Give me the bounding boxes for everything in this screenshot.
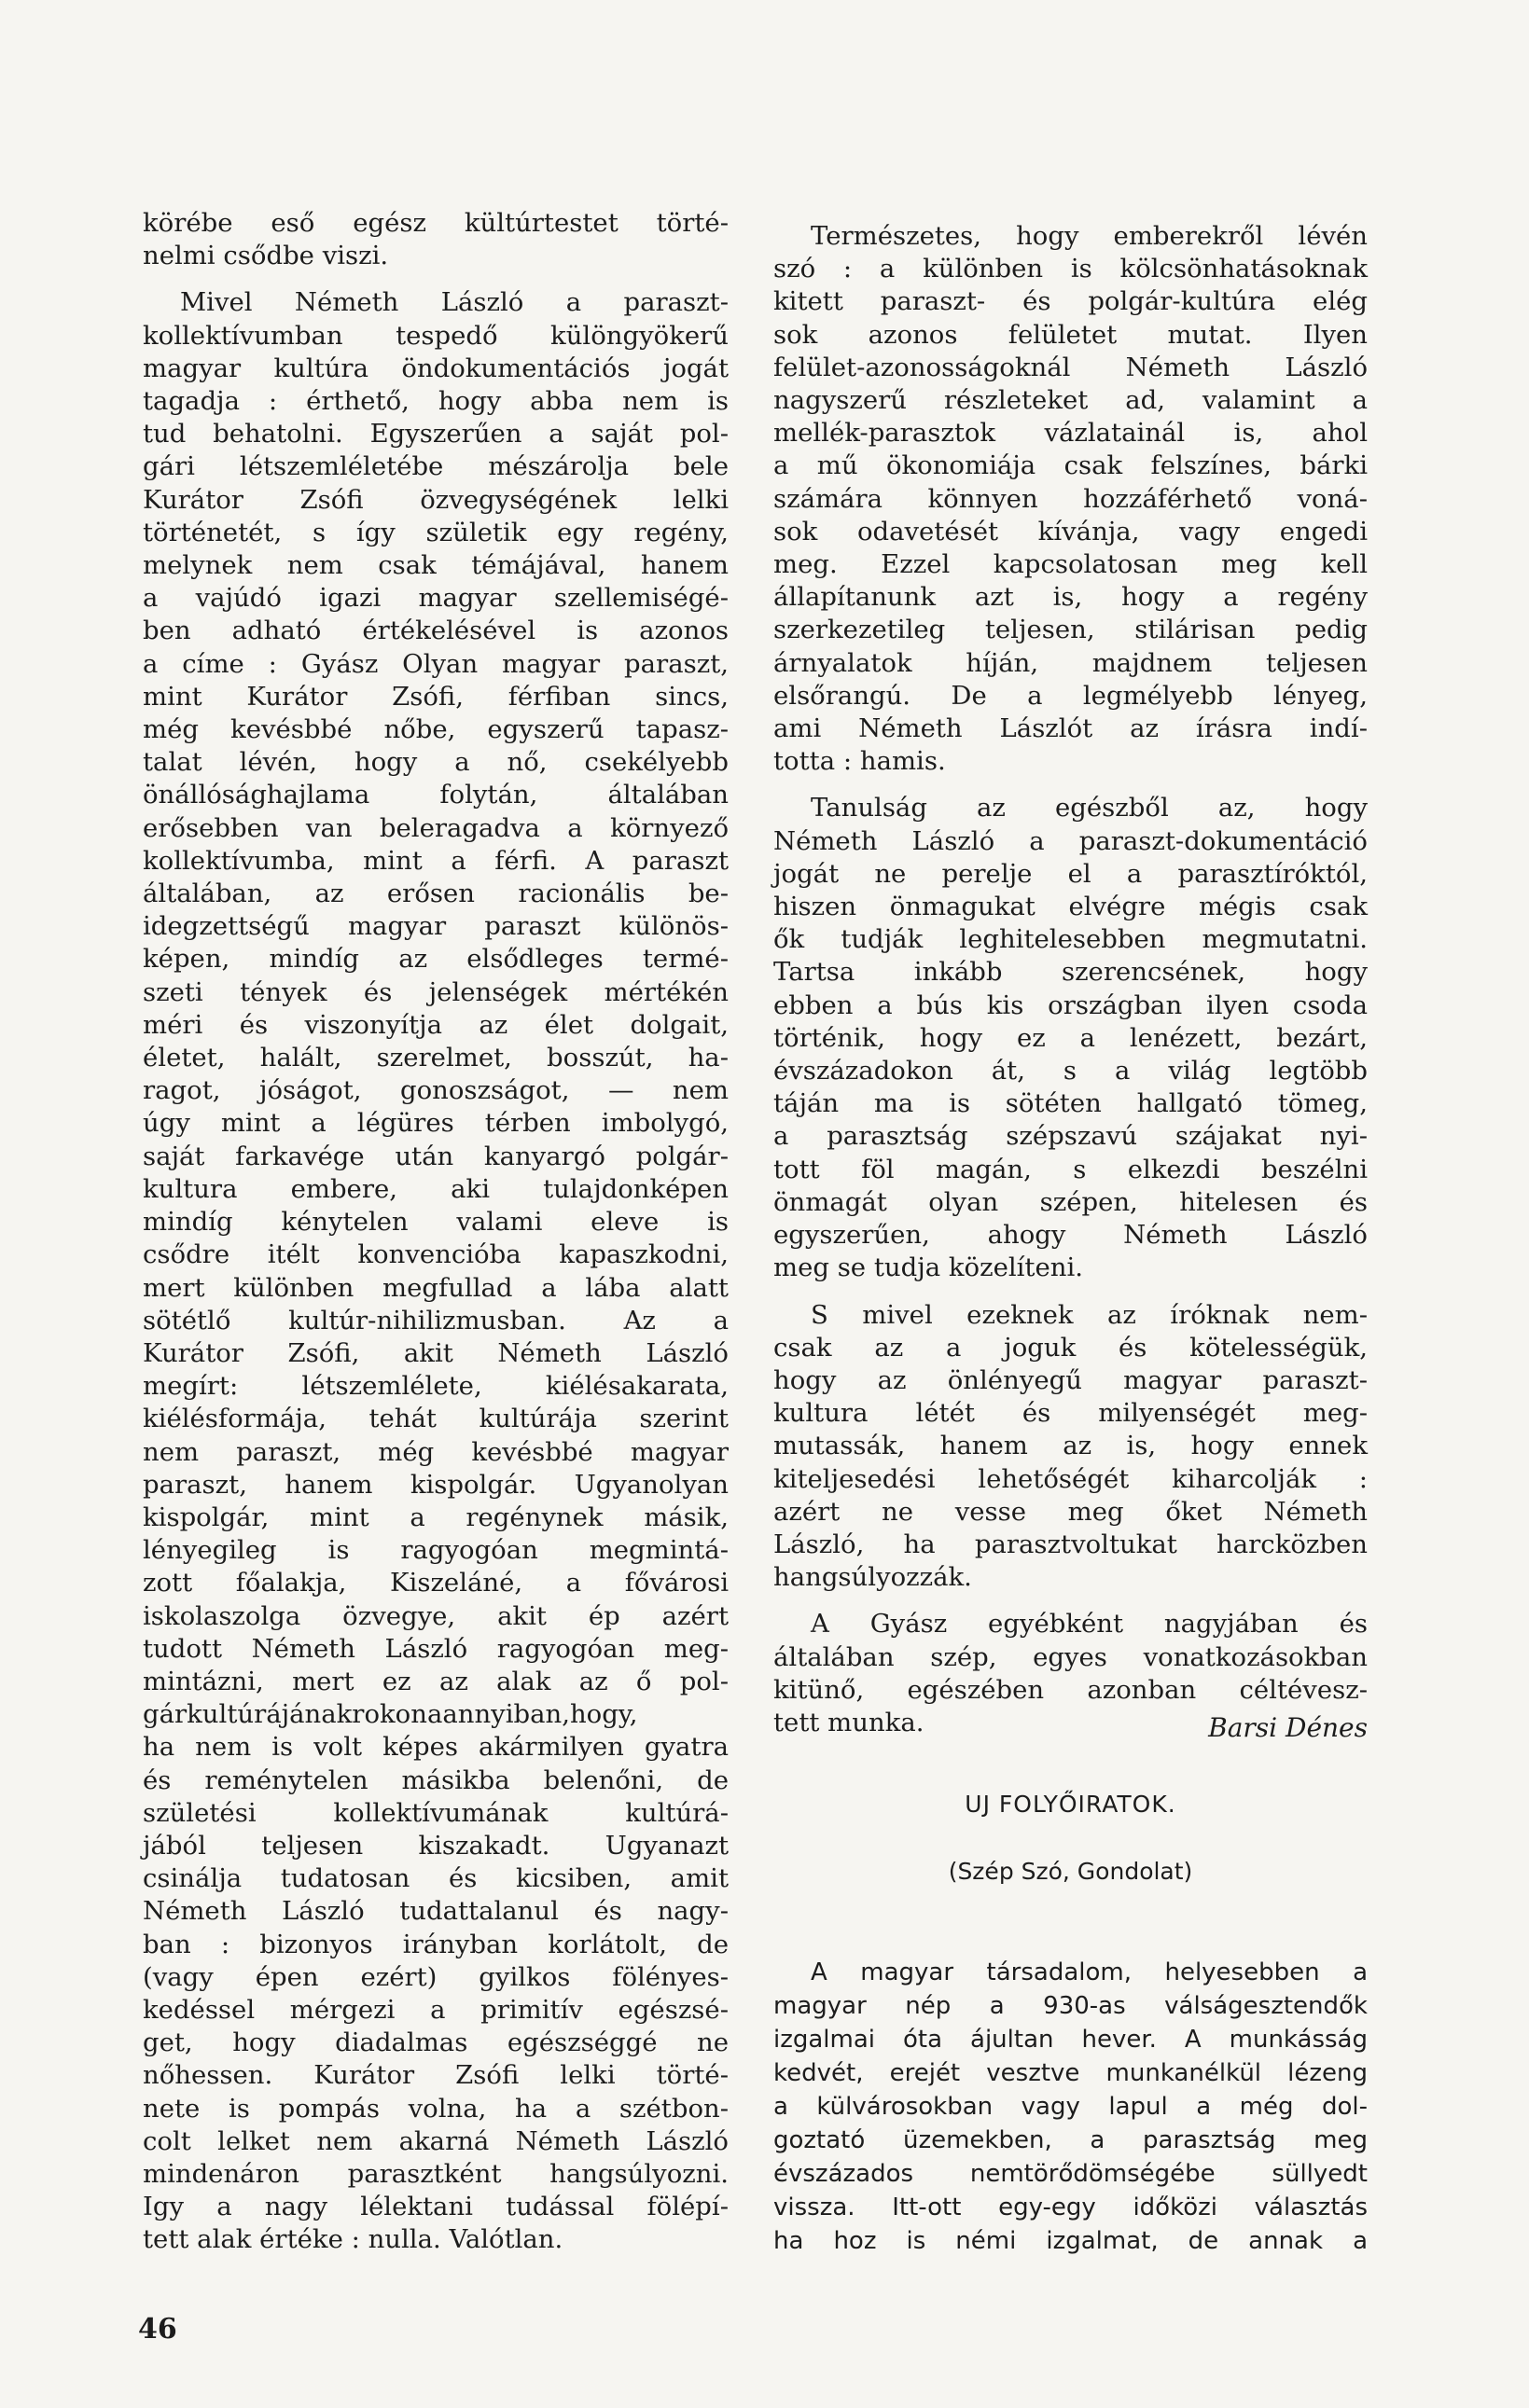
text-line: kollektívumba, mint a férfi. A paraszt bbox=[143, 845, 729, 876]
text-line: Igy a nagy lélektani tudással fölépí- bbox=[143, 2192, 729, 2222]
text-line: hiszen önmagukat elvégre mégis csak bbox=[773, 892, 1368, 922]
text-line: táján ma is sötéten hallgató tömeg, bbox=[773, 1088, 1368, 1119]
paragraph bbox=[773, 1956, 1368, 2258]
text-line: melynek nem csak témájával, hanem bbox=[143, 550, 729, 581]
text-line: ebben a bús kis országban ilyen csoda bbox=[773, 989, 1368, 1020]
text-line: kollektívumban tespedő különgyökerű bbox=[143, 320, 729, 351]
text-line: általában, az erősen racionális be- bbox=[143, 879, 729, 909]
text-line: mintázni, mert ez az alak az ő pol- bbox=[143, 1666, 729, 1696]
text-line: idegzettségű magyar paraszt különös- bbox=[143, 911, 729, 942]
text-line: colt lelket nem akarná Németh László bbox=[143, 2125, 729, 2156]
text-line: mint Kurátor Zsófi, férfiban sincs, bbox=[143, 681, 729, 712]
text-line: Tartsa inkább szerencsének, hogy bbox=[773, 957, 1368, 988]
text-line: hangsúlyozzák. bbox=[773, 1562, 972, 1593]
text-line: A Gyász egyébként nagyjában és bbox=[811, 1609, 1368, 1640]
text-line: kedvét, erejét vesztve munkanélkül lézeng bbox=[773, 2059, 1368, 2087]
text-line: mellék-parasztok vázlatainál is, ahol bbox=[773, 418, 1368, 449]
text-line: szerkezetileg teljesen, stilárisan pedig bbox=[773, 615, 1368, 645]
text-line: tudott Németh László ragyogóan meg- bbox=[143, 1633, 729, 1664]
text-line: ban : bizonyos irányban korlátolt, de bbox=[143, 1929, 729, 1959]
text-line: számára könnyen hozzáférhető voná- bbox=[773, 483, 1368, 514]
page-number: 46 bbox=[138, 2313, 177, 2346]
text-line: A magyar társadalom, helyesebben a bbox=[811, 1958, 1368, 1986]
text-line: meg se tudja közelíteni. bbox=[773, 1252, 1084, 1283]
text-line: jából teljesen kiszakadt. Ugyanazt bbox=[143, 1830, 729, 1861]
text-line: nőhessen. Kurátor Zsófi lelki törté- bbox=[143, 2060, 729, 2091]
text-line: László, ha parasztvoltukat harcközben bbox=[773, 1529, 1368, 1559]
text-line: ha hoz is némi izgalmat, de annak a bbox=[773, 2227, 1368, 2255]
text-line: sötétlő kultúr-nihilizmusban. Az a bbox=[143, 1305, 729, 1335]
text-line: kedéssel mérgezi a primitív egészsé- bbox=[143, 1994, 729, 2025]
text-line: sok odavetését kívánja, vagy engedi bbox=[773, 516, 1368, 547]
text-line: felület-azonosságoknál Németh László bbox=[773, 352, 1368, 382]
text-line: még kevésbbé nőbe, egyszerű tapasz- bbox=[143, 714, 729, 745]
left-column bbox=[143, 207, 729, 2271]
text-line: Tanulság az egészből az, hogy bbox=[811, 793, 1368, 823]
text-line: jogát ne perelje el a parasztíróktól, bbox=[773, 858, 1368, 889]
text-line: magyar kultúra öndokumentációs jogát bbox=[143, 353, 729, 383]
text-line: kiélésformája, tehát kultúrája szerint bbox=[143, 1404, 729, 1434]
paragraph bbox=[143, 207, 729, 272]
text-line: a mű ökonomiája csak felszínes, bárki bbox=[773, 450, 1368, 481]
text-line: saját farkavége után kanyargó polgár- bbox=[143, 1141, 729, 1171]
text-line: sok azonos felületet mutat. Ilyen bbox=[773, 319, 1368, 350]
text-line: ragot, jóságot, gonoszságot, — nem bbox=[143, 1075, 729, 1106]
text-line: mert különben megfullad a lába alatt bbox=[143, 1272, 729, 1303]
text-line: születési kollektívumának kultúrá- bbox=[143, 1797, 729, 1828]
text-line: évszázadokon át, s a világ legtöbb bbox=[773, 1056, 1368, 1086]
text-line: Természetes, hogy emberekről lévén bbox=[811, 221, 1368, 251]
text-line: gári létszemléletébe mészárolja bele bbox=[143, 451, 729, 482]
text-line: zott főalakja, Kiszeláné, a fővárosi bbox=[143, 1568, 729, 1598]
text-line: árnyalatok híján, majdnem teljesen bbox=[773, 647, 1368, 678]
text-line: Mivel Németh László a paraszt- bbox=[180, 287, 729, 318]
text-line: meg. Ezzel kapcsolatosan meg kell bbox=[773, 549, 1368, 580]
text-line: kitett paraszt- és polgár-kultúra elég bbox=[773, 286, 1368, 317]
right-column bbox=[773, 220, 1368, 1753]
text-line: kispolgár, mint a regénynek másik, bbox=[143, 1502, 729, 1532]
text-line: megírt: létszemlélete, kiélésakarata, bbox=[143, 1371, 729, 1402]
text-line: totta : hamis. bbox=[773, 746, 946, 777]
text-line: életet, halált, szerelmet, bosszút, ha- bbox=[143, 1043, 729, 1073]
text-line: mutassák, hanem az is, hogy ennek bbox=[773, 1431, 1368, 1461]
text-line: úgy mint a légüres térben imbolygó, bbox=[143, 1108, 729, 1139]
text-line: méri és viszonyítja az élet dolgait, bbox=[143, 1009, 729, 1040]
text-line: kultura létét és milyenségét meg- bbox=[773, 1398, 1368, 1429]
text-line: tett alak értéke : nulla. Valótlan. bbox=[143, 2224, 563, 2255]
text-line: izgalmai óta ájultan hever. A munkásság bbox=[773, 2026, 1368, 2054]
paragraph bbox=[773, 220, 1368, 778]
text-line: ha nem is volt képes akármilyen gyatra bbox=[143, 1732, 729, 1763]
text-line: ami Németh Lászlót az írásra indí- bbox=[773, 713, 1368, 744]
author-signature: Barsi Dénes bbox=[1208, 1712, 1368, 1743]
section-body bbox=[773, 1956, 1368, 2272]
text-line: Németh László tudattalanul és nagy- bbox=[143, 1896, 729, 1927]
text-line: magyar nép a 930-as válságesztendők bbox=[773, 1992, 1368, 2020]
text-line: tott föl magán, s elkezdi beszélni bbox=[773, 1154, 1368, 1184]
paragraph bbox=[143, 286, 729, 2256]
text-line: képen, mindíg az elsődleges termé- bbox=[143, 944, 729, 975]
section-title: UJ FOLYŐIRATOK. bbox=[965, 1791, 1176, 1818]
text-line: Kurátor Zsófi, akit Németh László bbox=[143, 1337, 729, 1368]
text-line: történik, hogy ez a lenézett, bezárt, bbox=[773, 1022, 1368, 1053]
text-line: erősebben van beleragadva a környező bbox=[143, 812, 729, 843]
text-line: kiteljesedési lehetőségét kiharcolják : bbox=[773, 1463, 1368, 1494]
text-line: get, hogy diadalmas egészséggé ne bbox=[143, 2027, 729, 2058]
text-line: nem paraszt, még kevésbbé magyar bbox=[143, 1436, 729, 1467]
text-line: (vagy épen ezért) gyilkos fölényes- bbox=[143, 1961, 729, 1992]
text-line: Kurátor Zsófi özvegységének lelki bbox=[143, 484, 729, 515]
text-line: kultura embere, aki tulajdonképen bbox=[143, 1173, 729, 1204]
text-line: a külvárosokban vagy lapul a még dol- bbox=[773, 2093, 1368, 2121]
text-line: tagadja : érthető, hogy abba nem is bbox=[143, 386, 729, 417]
text-line: szeti tények és jelenségek mértékén bbox=[143, 976, 729, 1007]
text-line: szó : a különben is kölcsönhatásoknak bbox=[773, 254, 1368, 284]
text-line: körébe eső egész kültúrtestet törté- bbox=[143, 208, 729, 238]
text-line: a parasztság szépszavú szájakat nyi- bbox=[773, 1121, 1368, 1152]
text-line: lényegileg is ragyogóan megmintá- bbox=[143, 1535, 729, 1566]
section-subtitle: (Szép Szó, Gondolat) bbox=[948, 1858, 1193, 1885]
text-line: paraszt, hanem kispolgár. Ugyanolyan bbox=[143, 1469, 729, 1500]
text-line: ben adható értékelésével is azonos bbox=[143, 616, 729, 646]
text-line: ők tudják leghitelesebben megmutatni. bbox=[773, 924, 1368, 955]
text-line: önállósághajlama folytán, általában bbox=[143, 780, 729, 810]
text-line: Németh László a paraszt-dokumentáció bbox=[773, 825, 1368, 856]
text-line: nete is pompás volna, ha a szétbon- bbox=[143, 2093, 729, 2124]
text-line: a vajúdó igazi magyar szellemiségé- bbox=[143, 583, 729, 614]
text-line: S mivel ezeknek az íróknak nem- bbox=[811, 1299, 1368, 1330]
text-line: kitünő, egészében azonban céltévesz- bbox=[773, 1674, 1368, 1705]
text-line: a címe : Gyász Olyan magyar paraszt, bbox=[143, 648, 729, 679]
text-line: talat lévén, hogy a nő, csekélyebb bbox=[143, 747, 729, 778]
text-line: nelmi csődbe viszi. bbox=[143, 241, 389, 271]
text-line: csődre itélt konvencióba kapaszkodni, bbox=[143, 1239, 729, 1270]
text-line: vissza. Itt-ott egy-egy időközi választás bbox=[773, 2193, 1368, 2221]
text-line: azért ne vesse meg őket Németh bbox=[773, 1496, 1368, 1527]
text-line: tud behatolni. Egyszerűen a saját pol- bbox=[143, 419, 729, 450]
text-line: mindíg kénytelen valami eleve is bbox=[143, 1207, 729, 1238]
text-line: goztató üzemekben, a parasztság meg bbox=[773, 2126, 1368, 2154]
text-line: egyszerűen, ahogy Németh László bbox=[773, 1220, 1368, 1251]
text-line: hogy az önlényegű magyar paraszt- bbox=[773, 1364, 1368, 1395]
text-line: önmagát olyan szépen, hitelesen és bbox=[773, 1186, 1368, 1217]
text-line: évszázados nemtörődömségébe süllyedt bbox=[773, 2160, 1368, 2188]
text-line: általában szép, egyes vonatkozásokban bbox=[773, 1641, 1368, 1672]
text-line: tett munka. bbox=[773, 1707, 924, 1737]
text-line: csak az a joguk és kötelességük, bbox=[773, 1332, 1368, 1363]
text-line: mindenáron parasztként hangsúlyozni. bbox=[143, 2158, 729, 2189]
paragraph bbox=[773, 1299, 1368, 1595]
text-line: elsőrangú. De a legmélyebb lényeg, bbox=[773, 680, 1368, 711]
paragraph bbox=[773, 792, 1368, 1284]
text-line: történetét, s így születik egy regény, bbox=[143, 517, 729, 547]
text-line: nagyszerű részleteket ad, valamint a bbox=[773, 385, 1368, 416]
text-line: gárkultúrájánakrokonaannyiban,hogy, bbox=[143, 1699, 638, 1730]
text-line: és reménytelen másikba belenőni, de bbox=[143, 1764, 729, 1795]
text-line: csinálja tudatosan és kicsiben, amit bbox=[143, 1863, 729, 1894]
text-line: állapítanunk azt is, hogy a regény bbox=[773, 582, 1368, 613]
text-line: iskolaszolga özvegye, akit ép azért bbox=[143, 1600, 729, 1631]
